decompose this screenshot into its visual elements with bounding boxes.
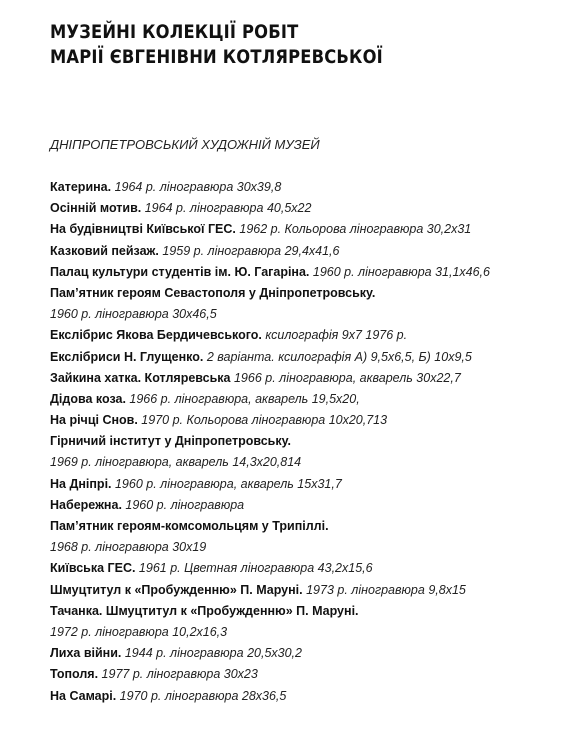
work-details: 1964 р. ліногравюра 40,5х22 [144,201,312,216]
work-details: 1962 р. Кольорова ліногравюра 30,2х31 [239,222,472,237]
work-title: Зайкина хатка. Котляревська [50,370,234,385]
work-title: Екслібриси Н. Глущенко. [50,349,207,364]
work-details: 1944 р. ліногравюра 20,5х30,2 [124,646,302,661]
work-line [50,219,560,240]
work-title: Лиха війни. [50,646,125,661]
work-line [50,558,560,579]
work-line [50,325,560,346]
work-line [50,474,560,495]
work-details: 1960 р. ліногравюра 30х46,5 [50,307,217,322]
page-title [50,20,437,70]
work-details: 1959 р. ліногравюра 29,4х41,6 [162,243,340,258]
work-line [50,601,560,622]
work-title: Київська ГЕС. [50,561,139,576]
work-line [50,389,560,410]
work-line [50,580,560,601]
work-title: На Дніпрі. [50,476,115,491]
work-title: Палац культури студентів ім. Ю. Гагаріна. [50,264,313,279]
work-details: 1977 р. ліногравюра 30х23 [101,667,258,682]
work-details: 1966 р. ліногравюра, акварель 30х22,7 [233,370,461,385]
work-title: Пам’ятник героям Севастополя у Дніпропетровську. [50,285,376,300]
work-details: 2 варіанта. ксилографія А) 9,5х6,5, Б) 10х9,5 [206,349,472,364]
work-title: Пам’ятник героям-комсомольцям у Трипіллі. [50,519,329,533]
works-list [50,177,560,707]
work-line [50,347,560,368]
work-title: На річці Снов. [50,413,142,428]
work-details: ксилографія 9х7 1976 р. [265,328,408,343]
work-title: Шмуцтитул к «Пробужденню» П. Маруні. [50,582,307,597]
work-line [50,537,560,558]
work-line [50,262,560,283]
work-details: 1969 р. ліногравюра, акварель 14,3х20,814 [50,455,302,470]
work-line [50,177,560,198]
work-details: 1968 р. ліногравюра 30х19 [50,540,207,555]
work-line [50,283,560,304]
work-line [50,622,560,643]
museum-heading: ДНІПРОПЕТРОВСЬКИЙ ХУДОЖНІЙ МУЗЕЙ [50,137,320,152]
work-title: Катерина. [50,180,115,194]
work-line [50,198,560,219]
work-title: Тополя. [50,667,102,682]
work-line [50,304,560,325]
title-line-1: МУЗЕЙНІ КОЛЕКЦІЇ РОБІТ [50,21,299,43]
work-details: 1964 р. ліногравюра 30х39,8 [114,180,282,194]
work-title: Набережна. [50,497,126,512]
work-line [50,431,560,452]
work-line [50,495,560,516]
work-details: 1970 р. Кольорова ліногравюра 10х20,713 [141,413,388,428]
work-line [50,643,560,664]
work-details: 1960 р. ліногравюра, акварель 15х31,7 [114,476,342,491]
work-details: 1960 р. ліногравюра 31,1х46,6 [312,264,490,279]
work-line [50,452,560,473]
work-title: На Самарі. [50,688,120,703]
work-line [50,410,560,431]
work-title: На будівництві Київської ГЕС. [50,222,240,237]
work-details: 1960 р. ліногравюра [125,497,245,512]
work-title: Гірничий інститут у Дніпропетровську. [50,434,291,449]
work-title: Тачанка. Шмуцтитул к «Пробужденню» П. Маруні. [50,603,359,618]
work-details: 1966 р. ліногравюра, акварель 19,5х20, [129,391,360,406]
work-line [50,686,560,707]
work-title: Дідова коза. [50,391,130,406]
work-line [50,516,560,537]
work-line [50,368,560,389]
work-line [50,664,560,685]
work-title: Екслібрис Якова Бердичевського. [50,328,266,343]
work-details: 1970 р. ліногравюра 28х36,5 [119,688,287,703]
work-line [50,241,560,262]
work-title: Осінній мотив. [50,201,145,216]
work-title: Казковий пейзаж. [50,243,163,258]
work-details: 1972 р. ліногравюра 10,2х16,3 [50,624,228,639]
title-line-2: МАРІЇ ЄВГЕНІВНИ КОТЛЯРЕВСЬКОЇ [50,46,383,68]
work-details: 1961 р. Цветная ліногравюра 43,2х15,6 [138,561,373,576]
work-details: 1973 р. ліногравюра 9,8х15 [306,582,466,597]
